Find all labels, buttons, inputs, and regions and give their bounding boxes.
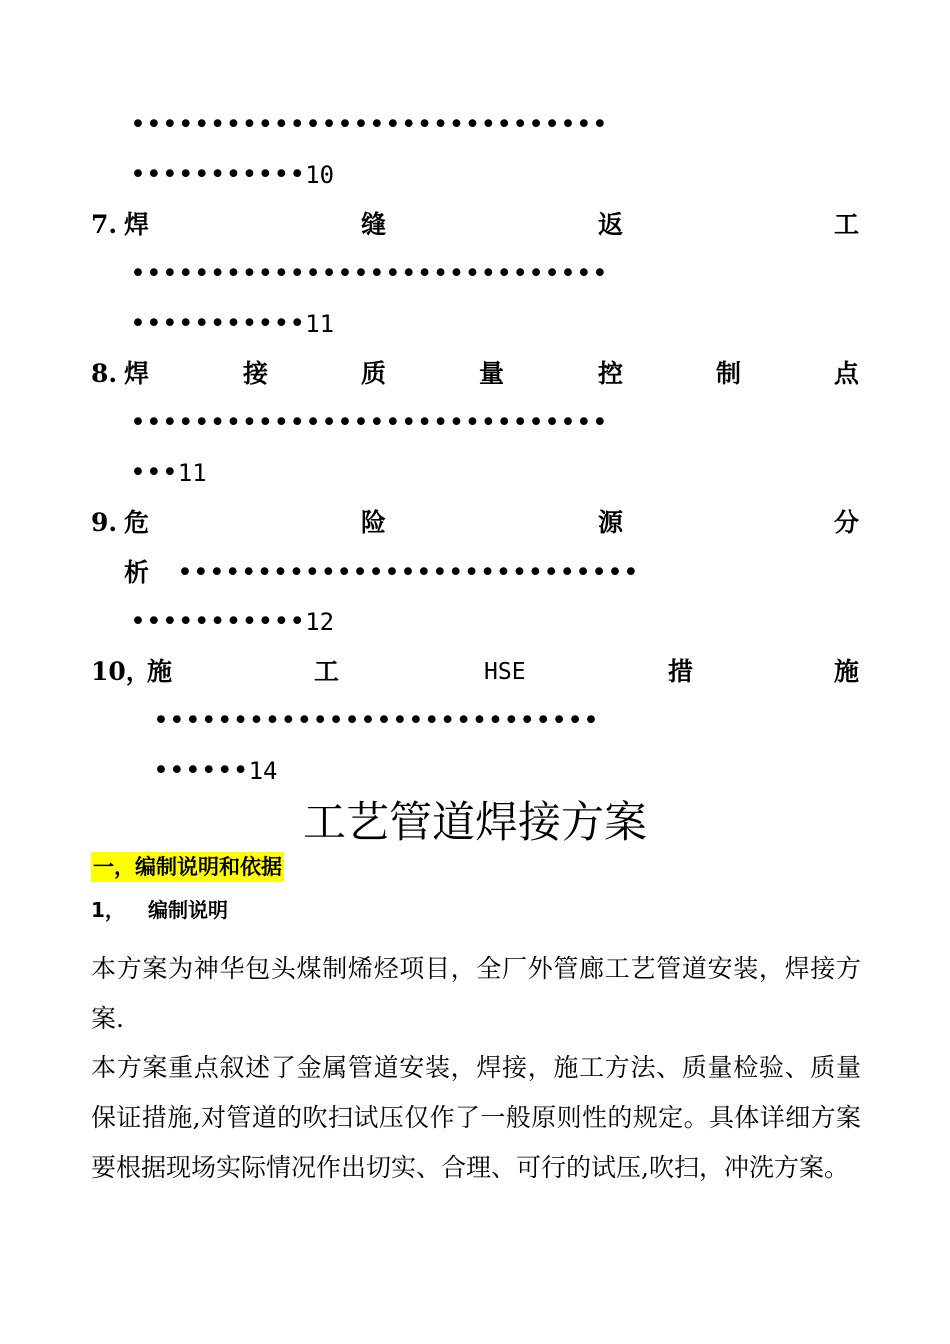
toc-page-number: 11 xyxy=(305,310,335,338)
section-heading: 一，编制说明和依据 xyxy=(91,852,284,882)
toc-leader-dots: •••••••••••••••••••••••••••••• xyxy=(130,258,608,289)
toc-entry-char: 工 xyxy=(314,657,340,686)
toc-entry-char: 点 xyxy=(834,359,860,388)
toc-entry-char: 危 xyxy=(124,508,150,537)
toc-entry-char: 质 xyxy=(361,359,387,388)
toc-leader-line xyxy=(130,458,207,488)
toc-page-number: 12 xyxy=(305,608,335,636)
toc-page-number: 10 xyxy=(305,161,335,189)
toc-leader-dots: ••• xyxy=(130,457,178,488)
toc-leader-dots: ••••••••••••••••••••••••••••• xyxy=(177,557,639,588)
toc-entry-char: 缝 xyxy=(361,210,387,239)
toc-entry-number: 8. xyxy=(91,359,118,388)
toc-entry-char: 工 xyxy=(834,210,860,239)
toc-entry-number: 9. xyxy=(91,508,118,537)
toc-leader-dots: •••••••••••••••••••••••••••• xyxy=(153,705,599,736)
toc-entry-char: 接 xyxy=(243,359,269,388)
toc-entry-number: 10， xyxy=(91,657,151,686)
toc-entry-char: 险 xyxy=(361,508,387,537)
toc-entry-char: 量 xyxy=(479,359,505,388)
toc-leader-dots: ••••••••••• xyxy=(130,308,306,339)
toc-leader-dots: •••••••••••••••••••••••••••••• xyxy=(130,407,608,438)
toc-leader-line xyxy=(153,756,277,786)
toc-leader-line xyxy=(130,160,334,190)
subsection-heading: 编制说明 xyxy=(148,898,228,922)
toc-entry-char: HSE xyxy=(484,659,526,685)
toc-leader-dots: ••••••••••• xyxy=(130,159,306,190)
toc-page-number: 11 xyxy=(177,459,207,487)
toc-entry-char: 焊 xyxy=(124,359,150,388)
document-title: 工艺管道焊接方案 xyxy=(303,798,647,848)
toc-entry-char: 制 xyxy=(716,359,742,388)
toc-entry-char: 分 xyxy=(834,508,860,537)
body-paragraph: 本方案重点叙述了金属管道安装，焊接，施工方法、质量检验、质量保证措施,对管道的吹扫试压仅作了一般原则性的规定。具体详细方案要根据现场实际情况作出切实、合理、可行的试压,吹扫，冲洗方案。 xyxy=(91,1053,861,1182)
toc-leader-dots: •••••• xyxy=(153,755,249,786)
toc-entry-char: 施 xyxy=(834,657,860,686)
toc-entry-char: 施 xyxy=(147,657,173,686)
toc-entry-number: 7. xyxy=(91,210,118,239)
toc-leader-line xyxy=(130,309,334,339)
toc-entry-char: 措 xyxy=(668,657,694,686)
toc-leader-dots: •••••••••••••••••••••••••••••• xyxy=(130,109,608,140)
toc-entry-char: 焊 xyxy=(124,210,150,239)
toc-entry-char: 源 xyxy=(598,508,624,537)
toc-leader-dots: ••••••••••• xyxy=(130,606,306,637)
toc-entry-char: 返 xyxy=(598,210,624,239)
toc-entry-char: 析 xyxy=(124,558,150,587)
body-paragraph: 本方案为神华包头煤制烯烃项目，全厂外管廊工艺管道安装，焊接方案. xyxy=(91,954,861,1033)
toc-entry-char: 控 xyxy=(598,359,624,388)
subsection-number: 1， xyxy=(91,898,125,922)
toc-leader-line xyxy=(130,607,334,637)
toc-page-number: 14 xyxy=(248,757,278,785)
